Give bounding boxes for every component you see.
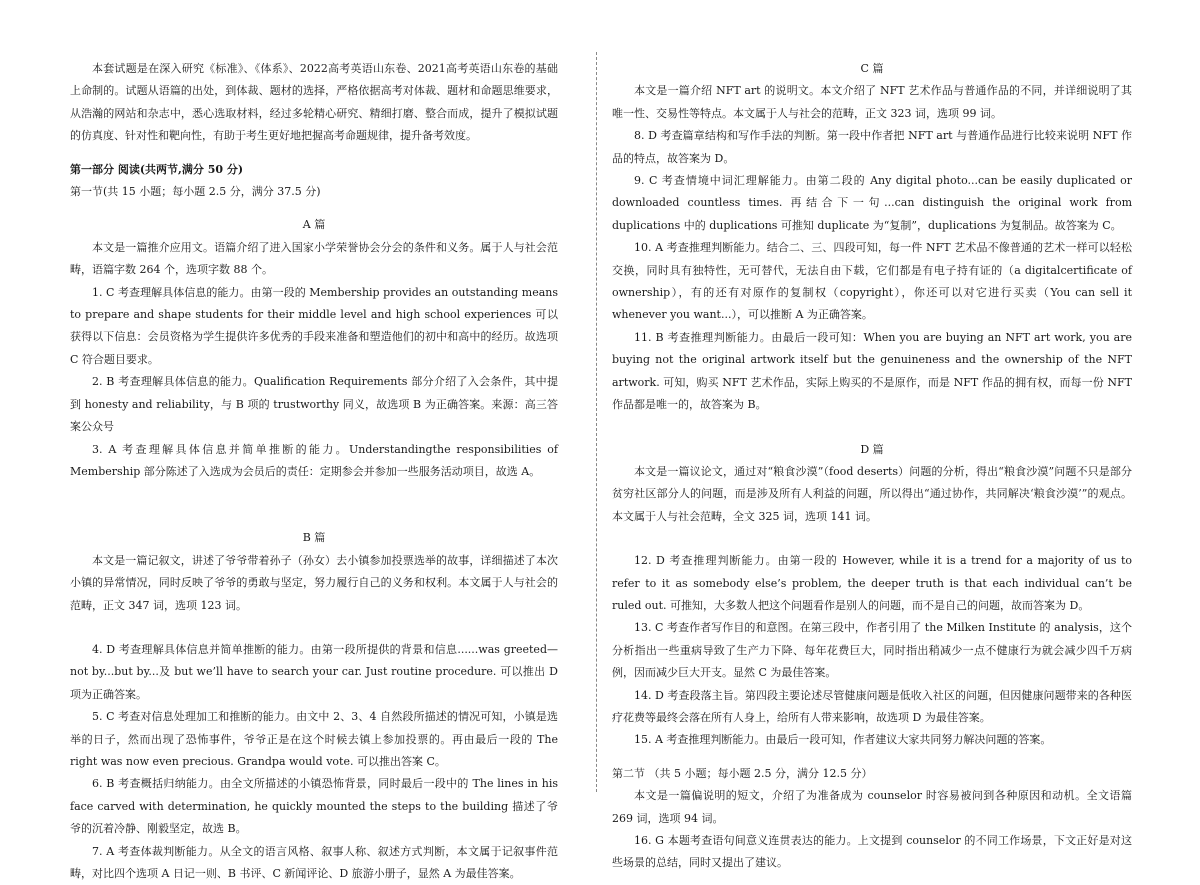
answer-3: 3. A 考查理解具体信息并简单推断的能力。Understandingthe responsibilities of Membership 部分陈述了入选成为会员后的责任：定期参会并参加一些服务活动项目，故选 A。: [70, 442, 558, 478]
answer-9: 9. C 考查情境中词汇理解能力。由第二段的 Any digital photo...can be easily duplicated or downloaded countless times. 再结合下一句...can distinguish the original work from duplications 中的 duplications 可推知 duplicate 为“复制”，duplications 为复制品。故答案为 C。: [612, 174, 1132, 232]
answer-2: 2. B 考查理解具体信息的能力。Qualification Requirements 部分介绍了入会条件，其中提到 honesty and reliability，与 B 项的 trustworthy 同义，故选项 B 为正确答案。来源：高三答案公众号: [70, 375, 558, 434]
answer-10: 10. A 考查推理判断能力。结合二、三、四段可知，每一件 NFT 艺术品不像普通的艺术一样可以轻松交换，同时具有独特性，无可替代，无法自由下载，它们都是有电子持有证的（a digitalcertificate of ownership），有的还有对原作的复制权（copyright），你还可以对它进行买卖（You can sell it whenever you want...），可以推断 A 为正确答案。: [612, 241, 1132, 322]
passage-c-title: C 篇: [860, 62, 884, 75]
answer-1: 1. C 考查理解具体信息的能力。由第一段的 Membership provides an outstanding means to prepare and shape students for their middle level and high school experiences 可以获得以下信息：会员资格为学生提供许多优秀的手段来准备和塑造他们的初中和高中的经历。故选项 C 符合题目要求。: [70, 285, 558, 366]
answer-6: 6. B 考查概括归纳能力。由全文所描述的小镇恐怖背景，同时最后一段中的 The lines in his face carved with determination, he quickly mounted the steps to the building 描述了爷爷的沉着冷静、刚毅坚定，故选 B。: [70, 777, 558, 836]
answer-8: 8. D 考查篇章结构和写作手法的判断。第一段中作者把 NFT art 与普通作品进行比较来说明 NFT 作品的特点，故答案为 D。: [612, 129, 1132, 165]
section-one-heading: 第一节(共 15 小题；每小题 2.5 分，满分 37.5 分): [70, 185, 321, 199]
answer-12: 12. D 考查推理判断能力。由第一段的 However, while it is a trend for a majority of us to refer to it as somebody else’s problem, the deeper truth is that each individual can’t be ruled out. 可推知，大多数人把这个问题看作是别人的问题，而不是自己的问题，故而答案为 D。: [612, 554, 1132, 612]
answer-7: 7. A 考查体裁判断能力。从全文的语言风格、叙事人称、叙述方式判断，本文属于记叙事件范畴，对比四个选项 A 日记一则、B 书评、C 新闻评论、D 旅游小册子，显然 A 为最佳答案。: [70, 844, 558, 880]
answer-5: 5. C 考查对信息处理加工和推断的能力。由文中 2、3、4 自然段所描述的情况可知，小镇是选举的日子，然而出现了恐怖事件，爷爷正是在这个时候去镇上参加投票的。再由最后一段的 The right was now even precious. Grandpa would vote. 可以推出答案 C。: [70, 710, 558, 768]
column-divider: [596, 52, 597, 792]
answer-13: 13. C 考查作者写作目的和意图。在第三段中，作者引用了 the Milken Institute 的 analysis，这个分析指出一些重病导致了生产力下降、每年花费巨大，同时指出稍减少一点不健康行为就会减少四千万病例，因而减少巨大开支。显然 C 为最佳答案。: [612, 621, 1132, 680]
passage-c-intro: 本文是一篇介绍 NFT art 的说明文。本文介绍了 NFT 艺术作品与普通作品的不同，并详细说明了其唯一性、交易性等特点。本文属于人与社会的范畴，正文 323 词，选项 99 词。: [612, 84, 1132, 120]
part-one-heading: 第一部分 阅读(共两节,满分 50 分): [70, 162, 244, 176]
passage-d-intro: 本文是一篇议论文，通过对“粮食沙漠”（food deserts）问题的分析，得出“粮食沙漠”问题不只是部分贫穷社区部分人的问题，而是涉及所有人利益的问题，所以得出“通过协作，共同解决‘粮食沙漠’”的观点。本文属于人与社会范畴，全文 325 词，选项 141 词。: [612, 464, 1132, 523]
section-two-heading: 第二节 （共 5 小题；每小题 2.5 分，满分 12.5 分）: [612, 766, 873, 780]
passage-a-title: A 篇: [302, 218, 326, 232]
intro-paragraph: 本套试题是在深入研究《标准》、《体系》、2022高考英语山东卷、2021高考英语山东卷的基础上命制的。试题从语篇的出处，到体裁、题材的选择，严格依据高考对体裁、题材和命题思维要求，从浩瀚的网站和杂志中，悉心选取材料，经过多轮精心研究、精细打磨、整合而成，提升了模拟试题的仿真度、针对性和靶向性，有助于考生更好地把握高考命题规律，提升备考效度。: [70, 62, 558, 143]
section-two-intro: 本文是一篇偏说明的短文，介绍了为准备成为 counselor 时容易被问到各种原因和动机。全文语篇 269 词，选项 94 词。: [612, 789, 1132, 825]
left-column: [70, 58, 558, 885]
answer-15: 15. A 考查推理判断能力。由最后一段可知，作者建议大家共同努力解决问题的答案。: [634, 733, 1052, 747]
passage-b-title: B 篇: [302, 531, 326, 545]
passage-d-title: D 篇: [860, 442, 884, 456]
passage-b-intro: 本文是一篇记叙文，讲述了爷爷带着孙子（孙女）去小镇参加投票选举的故事，详细描述了本次小镇的异常情况，同时反映了爷爷的勇敢与坚定，努力履行自己的义务和权利。本文属于人与社会的范畴，正文 347 词，选项 123 词。: [70, 553, 558, 612]
answer-11: 11. B 考查推理判断能力。由最后一段可知：When you are buying an NFT art work, you are buying not the original artwork itself but the genuineness and the ownership of the NFT artwork. 可知，购买 NFT 艺术作品，实际上购买的不是原作，而是 NFT 作品的拥有权，而每一份 NFT 作品都是唯一的，故答案为 B。: [612, 330, 1132, 412]
answer-14: 14. D 考查段落主旨。第四段主要论述尽管健康问题是低收入社区的问题，但因健康问题带来的各种医疗花费等最终会落在所有人身上，给所有人带来影响，故选项 D 为最佳答案。: [612, 688, 1132, 724]
right-column: [612, 58, 1132, 875]
passage-a-intro: 本文是一篇推介应用文。语篇介绍了进入国家小学荣誉协会分会的条件和义务。属于人与社会范畴，语篇字数 264 个，选项字数 88 个。: [70, 240, 558, 277]
answer-16: 16. G 本题考查语句间意义连贯表达的能力。上文提到 counselor 的不同工作场景，下文正好是对这些场景的总结，同时又提出了建议。: [612, 834, 1132, 870]
answer-4: 4. D 考查理解具体信息并简单推断的能力。由第一段所提供的背景和信息......was greeted—not by...but by...及 but we’ll have to search your car. Just routine procedure. 可以推出 D 项为正确答案。: [70, 642, 558, 701]
